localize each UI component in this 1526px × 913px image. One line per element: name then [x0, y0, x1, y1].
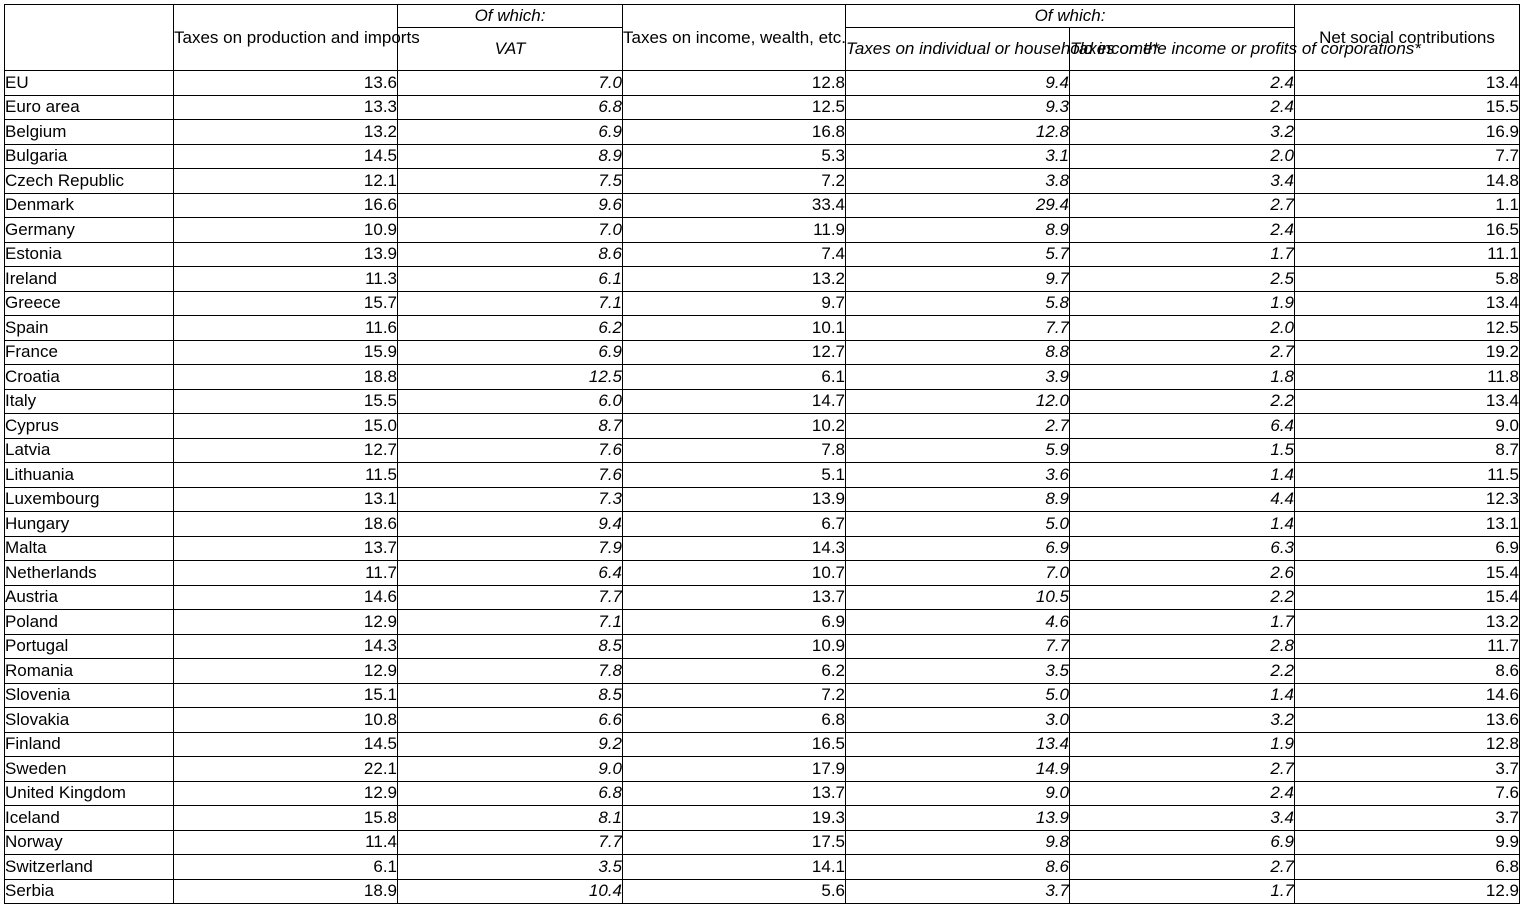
table-row: [5, 438, 1520, 463]
value-cell: 2.6: [1070, 561, 1295, 586]
value-cell: 4.6: [846, 610, 1070, 635]
value-cell: 11.3: [174, 267, 398, 292]
value-cell: 15.7: [174, 291, 398, 316]
value-cell: 2.7: [1070, 855, 1295, 880]
value-cell: 7.0: [398, 71, 623, 96]
value-cell: 8.5: [398, 683, 623, 708]
header-of-which-2: Of which:: [846, 5, 1295, 28]
corner-cell: [5, 5, 174, 71]
value-cell: 3.5: [846, 659, 1070, 684]
value-cell: 2.2: [1070, 659, 1295, 684]
value-cell: 13.3: [174, 95, 398, 120]
value-cell: 9.0: [398, 757, 623, 782]
value-cell: 12.9: [174, 659, 398, 684]
header-taxes-production: Taxes on production and imports: [174, 5, 398, 71]
table-row: [5, 634, 1520, 659]
value-cell: 13.1: [174, 487, 398, 512]
value-cell: 3.9: [846, 365, 1070, 390]
value-cell: 6.4: [1070, 414, 1295, 439]
value-cell: 2.0: [1070, 144, 1295, 169]
value-cell: 13.4: [1295, 291, 1520, 316]
country-cell: Portugal: [5, 634, 174, 659]
value-cell: 11.7: [174, 561, 398, 586]
value-cell: 16.9: [1295, 120, 1520, 145]
value-cell: 12.9: [1295, 879, 1520, 904]
value-cell: 2.2: [1070, 389, 1295, 414]
country-cell: Malta: [5, 536, 174, 561]
value-cell: 3.1: [846, 144, 1070, 169]
table-row: [5, 316, 1520, 341]
header-of-which-1: Of which:: [398, 5, 623, 28]
table-row: [5, 806, 1520, 831]
table-row: [5, 242, 1520, 267]
table-row: [5, 463, 1520, 488]
value-cell: 33.4: [623, 193, 846, 218]
value-cell: 10.7: [623, 561, 846, 586]
value-cell: 7.0: [398, 218, 623, 243]
value-cell: 7.1: [398, 291, 623, 316]
country-cell: Spain: [5, 316, 174, 341]
value-cell: 4.4: [1070, 487, 1295, 512]
table-row: [5, 389, 1520, 414]
value-cell: 2.7: [1070, 193, 1295, 218]
value-cell: 13.2: [623, 267, 846, 292]
value-cell: 13.9: [174, 242, 398, 267]
value-cell: 13.9: [623, 487, 846, 512]
country-cell: Croatia: [5, 365, 174, 390]
value-cell: 2.7: [846, 414, 1070, 439]
table-row: [5, 659, 1520, 684]
value-cell: 13.2: [1295, 610, 1520, 635]
value-cell: 1.9: [1070, 732, 1295, 757]
value-cell: 16.6: [174, 193, 398, 218]
value-cell: 16.5: [623, 732, 846, 757]
value-cell: 11.4: [174, 830, 398, 855]
value-cell: 6.9: [398, 340, 623, 365]
value-cell: 9.0: [1295, 414, 1520, 439]
header-corporate-income: Taxes on the income or profits of corporations*: [1070, 28, 1295, 71]
value-cell: 12.8: [623, 71, 846, 96]
country-cell: Iceland: [5, 806, 174, 831]
value-cell: 14.7: [623, 389, 846, 414]
table-row: [5, 732, 1520, 757]
country-cell: Poland: [5, 610, 174, 635]
value-cell: 3.4: [1070, 806, 1295, 831]
value-cell: 3.0: [846, 708, 1070, 733]
country-cell: Germany: [5, 218, 174, 243]
table-row: [5, 193, 1520, 218]
value-cell: 7.7: [398, 830, 623, 855]
value-cell: 9.7: [623, 291, 846, 316]
value-cell: 8.9: [846, 487, 1070, 512]
table-row: [5, 585, 1520, 610]
value-cell: 12.0: [846, 389, 1070, 414]
value-cell: 29.4: [846, 193, 1070, 218]
value-cell: 13.4: [1295, 389, 1520, 414]
value-cell: 1.4: [1070, 683, 1295, 708]
value-cell: 15.1: [174, 683, 398, 708]
country-cell: Euro area: [5, 95, 174, 120]
value-cell: 6.2: [623, 659, 846, 684]
value-cell: 11.5: [174, 463, 398, 488]
value-cell: 13.4: [846, 732, 1070, 757]
country-cell: Finland: [5, 732, 174, 757]
country-cell: United Kingdom: [5, 781, 174, 806]
value-cell: 6.9: [398, 120, 623, 145]
value-cell: 7.7: [398, 585, 623, 610]
value-cell: 1.9: [1070, 291, 1295, 316]
value-cell: 14.6: [1295, 683, 1520, 708]
value-cell: 12.1: [174, 169, 398, 194]
value-cell: 12.9: [174, 610, 398, 635]
value-cell: 2.7: [1070, 340, 1295, 365]
value-cell: 18.9: [174, 879, 398, 904]
value-cell: 3.2: [1070, 120, 1295, 145]
table-row: [5, 487, 1520, 512]
value-cell: 9.4: [846, 71, 1070, 96]
value-cell: 1.7: [1070, 879, 1295, 904]
value-cell: 7.6: [398, 438, 623, 463]
value-cell: 2.5: [1070, 267, 1295, 292]
value-cell: 10.2: [623, 414, 846, 439]
value-cell: 3.8: [846, 169, 1070, 194]
value-cell: 13.7: [174, 536, 398, 561]
table-row: [5, 218, 1520, 243]
table-row: [5, 340, 1520, 365]
value-cell: 8.6: [846, 855, 1070, 880]
value-cell: 11.8: [1295, 365, 1520, 390]
value-cell: 8.8: [846, 340, 1070, 365]
country-cell: Sweden: [5, 757, 174, 782]
header-net-social-contributions: Net social contributions: [1295, 5, 1520, 71]
value-cell: 2.2: [1070, 585, 1295, 610]
value-cell: 12.7: [174, 438, 398, 463]
value-cell: 17.5: [623, 830, 846, 855]
table-row: [5, 512, 1520, 537]
value-cell: 13.1: [1295, 512, 1520, 537]
value-cell: 6.9: [846, 536, 1070, 561]
country-cell: Czech Republic: [5, 169, 174, 194]
value-cell: 13.7: [623, 781, 846, 806]
value-cell: 9.3: [846, 95, 1070, 120]
table-row: [5, 144, 1520, 169]
country-cell: Netherlands: [5, 561, 174, 586]
table-row: [5, 365, 1520, 390]
table-row: [5, 71, 1520, 96]
country-cell: Austria: [5, 585, 174, 610]
value-cell: 12.8: [1295, 732, 1520, 757]
value-cell: 2.4: [1070, 218, 1295, 243]
value-cell: 12.7: [623, 340, 846, 365]
value-cell: 15.8: [174, 806, 398, 831]
value-cell: 7.2: [623, 683, 846, 708]
value-cell: 9.9: [1295, 830, 1520, 855]
value-cell: 9.2: [398, 732, 623, 757]
value-cell: 1.1: [1295, 193, 1520, 218]
value-cell: 12.9: [174, 781, 398, 806]
value-cell: 5.9: [846, 438, 1070, 463]
value-cell: 14.6: [174, 585, 398, 610]
value-cell: 7.6: [1295, 781, 1520, 806]
header-taxes-income: Taxes on income, wealth, etc.: [623, 5, 846, 71]
value-cell: 7.7: [1295, 144, 1520, 169]
value-cell: 6.2: [398, 316, 623, 341]
value-cell: 17.9: [623, 757, 846, 782]
value-cell: 3.5: [398, 855, 623, 880]
value-cell: 15.4: [1295, 561, 1520, 586]
value-cell: 12.5: [398, 365, 623, 390]
value-cell: 8.6: [398, 242, 623, 267]
value-cell: 5.6: [623, 879, 846, 904]
value-cell: 16.5: [1295, 218, 1520, 243]
table-row: [5, 169, 1520, 194]
table-row: [5, 561, 1520, 586]
table-row: [5, 830, 1520, 855]
value-cell: 14.3: [174, 634, 398, 659]
value-cell: 13.7: [623, 585, 846, 610]
value-cell: 10.1: [623, 316, 846, 341]
value-cell: 1.7: [1070, 610, 1295, 635]
table-row: [5, 291, 1520, 316]
value-cell: 8.7: [398, 414, 623, 439]
table-row: [5, 855, 1520, 880]
country-cell: Ireland: [5, 267, 174, 292]
value-cell: 7.3: [398, 487, 623, 512]
value-cell: 11.6: [174, 316, 398, 341]
value-cell: 3.2: [1070, 708, 1295, 733]
value-cell: 10.5: [846, 585, 1070, 610]
value-cell: 18.8: [174, 365, 398, 390]
value-cell: 11.1: [1295, 242, 1520, 267]
value-cell: 6.1: [623, 365, 846, 390]
value-cell: 13.9: [846, 806, 1070, 831]
value-cell: 11.7: [1295, 634, 1520, 659]
value-cell: 2.0: [1070, 316, 1295, 341]
value-cell: 1.4: [1070, 463, 1295, 488]
header-individual-income: Taxes on individual or household income*: [846, 28, 1070, 71]
value-cell: 11.5: [1295, 463, 1520, 488]
value-cell: 15.5: [174, 389, 398, 414]
value-cell: 3.4: [1070, 169, 1295, 194]
value-cell: 7.6: [398, 463, 623, 488]
table-body: [5, 71, 1520, 904]
country-cell: Slovenia: [5, 683, 174, 708]
table-row: [5, 781, 1520, 806]
value-cell: 7.7: [846, 316, 1070, 341]
value-cell: 6.8: [623, 708, 846, 733]
value-cell: 6.8: [1295, 855, 1520, 880]
table-row: [5, 610, 1520, 635]
value-cell: 5.3: [623, 144, 846, 169]
value-cell: 9.6: [398, 193, 623, 218]
country-cell: Romania: [5, 659, 174, 684]
value-cell: 12.8: [846, 120, 1070, 145]
country-cell: Luxembourg: [5, 487, 174, 512]
value-cell: 13.6: [1295, 708, 1520, 733]
value-cell: 6.3: [1070, 536, 1295, 561]
value-cell: 13.2: [174, 120, 398, 145]
value-cell: 22.1: [174, 757, 398, 782]
value-cell: 15.9: [174, 340, 398, 365]
value-cell: 13.4: [1295, 71, 1520, 96]
table-row: [5, 757, 1520, 782]
value-cell: 11.9: [623, 218, 846, 243]
table-row: [5, 267, 1520, 292]
country-cell: Norway: [5, 830, 174, 855]
value-cell: 12.3: [1295, 487, 1520, 512]
value-cell: 15.0: [174, 414, 398, 439]
value-cell: 3.7: [1295, 806, 1520, 831]
value-cell: 10.4: [398, 879, 623, 904]
value-cell: 13.6: [174, 71, 398, 96]
value-cell: 6.8: [398, 781, 623, 806]
table-row: [5, 414, 1520, 439]
country-cell: Hungary: [5, 512, 174, 537]
value-cell: 5.0: [846, 512, 1070, 537]
country-cell: Bulgaria: [5, 144, 174, 169]
value-cell: 10.9: [623, 634, 846, 659]
value-cell: 7.1: [398, 610, 623, 635]
header-vat: VAT: [398, 28, 623, 71]
value-cell: 10.8: [174, 708, 398, 733]
value-cell: 5.0: [846, 683, 1070, 708]
value-cell: 19.3: [623, 806, 846, 831]
value-cell: 14.5: [174, 144, 398, 169]
country-cell: Belgium: [5, 120, 174, 145]
country-cell: Slovakia: [5, 708, 174, 733]
value-cell: 6.9: [623, 610, 846, 635]
value-cell: 5.7: [846, 242, 1070, 267]
country-cell: Latvia: [5, 438, 174, 463]
value-cell: 1.4: [1070, 512, 1295, 537]
country-cell: Italy: [5, 389, 174, 414]
value-cell: 2.4: [1070, 71, 1295, 96]
value-cell: 18.6: [174, 512, 398, 537]
value-cell: 3.7: [846, 879, 1070, 904]
value-cell: 9.4: [398, 512, 623, 537]
value-cell: 7.2: [623, 169, 846, 194]
value-cell: 7.0: [846, 561, 1070, 586]
value-cell: 1.8: [1070, 365, 1295, 390]
value-cell: 8.1: [398, 806, 623, 831]
value-cell: 14.9: [846, 757, 1070, 782]
value-cell: 6.7: [623, 512, 846, 537]
country-cell: Lithuania: [5, 463, 174, 488]
value-cell: 6.1: [174, 855, 398, 880]
country-cell: EU: [5, 71, 174, 96]
table-row: [5, 95, 1520, 120]
value-cell: 8.9: [398, 144, 623, 169]
value-cell: 8.6: [1295, 659, 1520, 684]
value-cell: 10.9: [174, 218, 398, 243]
country-cell: France: [5, 340, 174, 365]
value-cell: 2.4: [1070, 95, 1295, 120]
value-cell: 8.5: [398, 634, 623, 659]
value-cell: 8.9: [846, 218, 1070, 243]
table-row: [5, 879, 1520, 904]
value-cell: 1.7: [1070, 242, 1295, 267]
country-cell: Estonia: [5, 242, 174, 267]
value-cell: 14.3: [623, 536, 846, 561]
value-cell: 15.5: [1295, 95, 1520, 120]
value-cell: 3.6: [846, 463, 1070, 488]
value-cell: 9.0: [846, 781, 1070, 806]
value-cell: 7.5: [398, 169, 623, 194]
value-cell: 6.6: [398, 708, 623, 733]
value-cell: 14.8: [1295, 169, 1520, 194]
value-cell: 12.5: [1295, 316, 1520, 341]
value-cell: 3.7: [1295, 757, 1520, 782]
value-cell: 7.9: [398, 536, 623, 561]
value-cell: 5.1: [623, 463, 846, 488]
value-cell: 7.8: [398, 659, 623, 684]
country-cell: Greece: [5, 291, 174, 316]
value-cell: 6.1: [398, 267, 623, 292]
country-cell: Denmark: [5, 193, 174, 218]
country-cell: Switzerland: [5, 855, 174, 880]
value-cell: 9.7: [846, 267, 1070, 292]
value-cell: 6.0: [398, 389, 623, 414]
value-cell: 8.7: [1295, 438, 1520, 463]
value-cell: 5.8: [1295, 267, 1520, 292]
value-cell: 7.8: [623, 438, 846, 463]
value-cell: 19.2: [1295, 340, 1520, 365]
value-cell: 16.8: [623, 120, 846, 145]
value-cell: 9.8: [846, 830, 1070, 855]
value-cell: 2.7: [1070, 757, 1295, 782]
tax-table: [4, 4, 1520, 904]
value-cell: 15.4: [1295, 585, 1520, 610]
table-row: [5, 120, 1520, 145]
value-cell: 7.4: [623, 242, 846, 267]
value-cell: 12.5: [623, 95, 846, 120]
value-cell: 1.5: [1070, 438, 1295, 463]
value-cell: 5.8: [846, 291, 1070, 316]
country-cell: Cyprus: [5, 414, 174, 439]
value-cell: 7.7: [846, 634, 1070, 659]
table-row: [5, 708, 1520, 733]
value-cell: 14.5: [174, 732, 398, 757]
value-cell: 6.9: [1295, 536, 1520, 561]
value-cell: 6.9: [1070, 830, 1295, 855]
table-row: [5, 536, 1520, 561]
value-cell: 2.4: [1070, 781, 1295, 806]
value-cell: 6.8: [398, 95, 623, 120]
value-cell: 2.8: [1070, 634, 1295, 659]
country-cell: Serbia: [5, 879, 174, 904]
value-cell: 14.1: [623, 855, 846, 880]
table-row: [5, 683, 1520, 708]
value-cell: 6.4: [398, 561, 623, 586]
